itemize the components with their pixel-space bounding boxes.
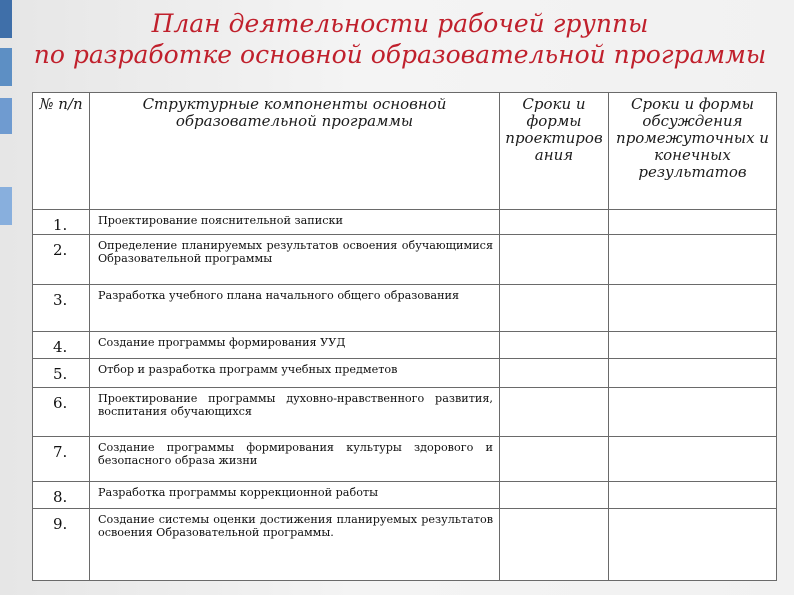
accent-bar xyxy=(0,48,12,86)
header-design-terms: Сроки и формы проектиров ания xyxy=(500,93,609,210)
row-task: Отбор и разработка программ учебных предметов xyxy=(90,359,500,388)
cell-discussion-terms xyxy=(609,437,777,482)
table-row xyxy=(33,388,777,437)
cell-design-terms xyxy=(500,235,609,285)
table-row xyxy=(33,482,777,509)
row-number: 9. xyxy=(33,509,90,581)
cell-design-terms xyxy=(500,359,609,388)
row-task: Определение планируемых результатов освоения обучающимися Образовательной программы xyxy=(90,235,500,285)
cell-discussion-terms xyxy=(609,388,777,437)
row-task: Разработка программы коррекционной работы xyxy=(90,482,500,509)
cell-design-terms xyxy=(500,388,609,437)
header-discussion-terms: Сроки и формы обсуждения промежуточных и конечных результатов xyxy=(609,93,777,210)
row-task: Проектирование программы духовно-нравственного развития, воспитания обучающихся xyxy=(90,388,500,437)
row-task: Создание программы формирования культуры здорового и безопасного образа жизни xyxy=(90,437,500,482)
row-number: 7. xyxy=(33,437,90,482)
row-task: Создание программы формирования УУД xyxy=(90,332,500,359)
header-components: Структурные компоненты основной образовательной программы xyxy=(90,93,500,210)
table-row xyxy=(33,332,777,359)
row-number: 6. xyxy=(33,388,90,437)
row-task: Разработка учебного плана начального общего образования xyxy=(90,285,500,332)
cell-discussion-terms xyxy=(609,235,777,285)
accent-bar xyxy=(0,98,12,134)
slide-title xyxy=(20,8,780,70)
cell-discussion-terms xyxy=(609,359,777,388)
cell-design-terms xyxy=(500,210,609,235)
accent-bar xyxy=(0,187,12,225)
table-row xyxy=(33,285,777,332)
cell-discussion-terms xyxy=(609,210,777,235)
row-number: 1. xyxy=(33,210,90,235)
row-number: 3. xyxy=(33,285,90,332)
table-row xyxy=(33,210,777,235)
cell-discussion-terms xyxy=(609,509,777,581)
table-row xyxy=(33,437,777,482)
title-line-2: по разработке основной образовательной программы xyxy=(33,40,767,69)
header-number: № п/п xyxy=(33,93,90,210)
cell-design-terms xyxy=(500,285,609,332)
row-task: Создание системы оценки достижения планируемых результатов освоения Образовательной программы. xyxy=(90,509,500,581)
row-number: 8. xyxy=(33,482,90,509)
row-number: 4. xyxy=(33,332,90,359)
row-number: 2. xyxy=(33,235,90,285)
accent-bar xyxy=(0,0,12,38)
cell-design-terms xyxy=(500,509,609,581)
table-row xyxy=(33,235,777,285)
title-line-1: План деятельности рабочей группы xyxy=(151,9,649,38)
table-header-row xyxy=(33,93,777,210)
table-row xyxy=(33,359,777,388)
cell-discussion-terms xyxy=(609,482,777,509)
plan-table xyxy=(32,92,777,581)
row-number: 5. xyxy=(33,359,90,388)
cell-design-terms xyxy=(500,482,609,509)
table-row xyxy=(33,509,777,581)
cell-discussion-terms xyxy=(609,285,777,332)
cell-design-terms xyxy=(500,332,609,359)
row-task: Проектирование пояснительной записки xyxy=(90,210,500,235)
cell-discussion-terms xyxy=(609,332,777,359)
cell-design-terms xyxy=(500,437,609,482)
